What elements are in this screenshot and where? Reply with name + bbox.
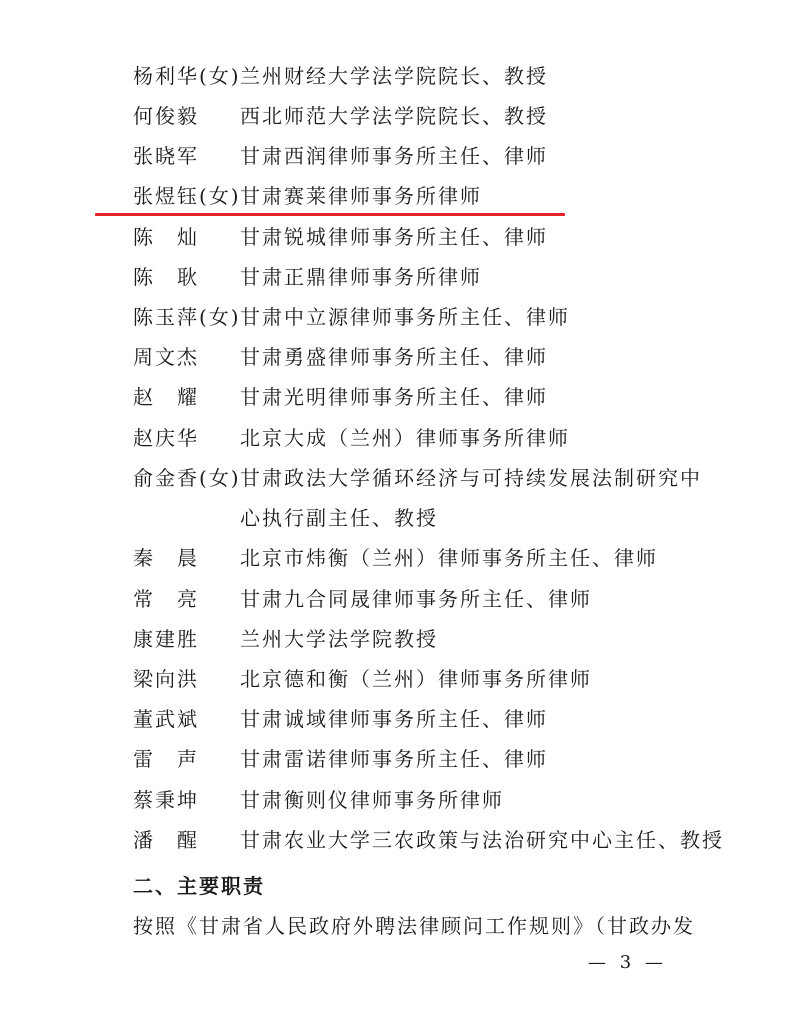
member-name: 陈 灿 xyxy=(133,225,199,249)
member-name: 蔡秉坤 xyxy=(133,788,199,812)
member-name: 赵庆华 xyxy=(133,426,199,450)
member-title: 北京市炜衡（兰州）律师事务所主任、律师 xyxy=(240,546,658,570)
member-name: 梁向洪 xyxy=(133,667,199,691)
member-name: 雷 声 xyxy=(133,747,199,771)
member-title: 甘肃西润律师事务所主任、律师 xyxy=(240,144,548,168)
member-title: 甘肃正鼎律师事务所律师 xyxy=(240,265,482,289)
member-name: 董武斌 xyxy=(133,707,199,731)
page-number: — 3 — xyxy=(588,952,667,973)
member-title: 甘肃锐城律师事务所主任、律师 xyxy=(240,225,548,249)
body-paragraph: 按照《甘肃省人民政府外聘法律顾问工作规则》（甘政办发 xyxy=(133,914,695,938)
section-heading: 二、主要职责 xyxy=(133,874,265,898)
member-name: 陈玉萍(女) xyxy=(133,305,241,329)
member-name: 潘 醒 xyxy=(133,828,199,852)
member-title: 甘肃政法大学循环经济与可持续发展法制研究中 xyxy=(240,466,702,490)
member-name: 杨利华(女) xyxy=(133,64,241,88)
member-title-continuation: 心执行副主任、教授 xyxy=(240,506,438,530)
member-title: 甘肃衡则仪律师事务所律师 xyxy=(240,788,504,812)
member-name: 常 亮 xyxy=(133,587,199,611)
member-title: 甘肃光明律师事务所主任、律师 xyxy=(240,385,548,409)
member-name: 周文杰 xyxy=(133,345,199,369)
red-highlight-underline xyxy=(95,213,565,216)
member-title: 甘肃九合同晟律师事务所主任、律师 xyxy=(240,587,592,611)
member-name: 赵 耀 xyxy=(133,385,199,409)
member-name: 秦 晨 xyxy=(133,546,199,570)
member-title: 西北师范大学法学院院长、教授 xyxy=(240,104,548,128)
member-title: 甘肃诚域律师事务所主任、律师 xyxy=(240,707,548,731)
member-name: 俞金香(女) xyxy=(133,466,241,490)
member-name: 陈 耿 xyxy=(133,265,199,289)
member-title: 甘肃中立源律师事务所主任、律师 xyxy=(240,305,570,329)
member-name: 张煜钰(女) xyxy=(133,184,241,208)
member-title: 甘肃赛莱律师事务所律师 xyxy=(240,184,482,208)
member-title: 兰州财经大学法学院院长、教授 xyxy=(240,64,548,88)
member-name: 康建胜 xyxy=(133,627,199,651)
member-title: 北京德和衡（兰州）律师事务所律师 xyxy=(240,667,592,691)
member-title: 甘肃勇盛律师事务所主任、律师 xyxy=(240,345,548,369)
member-name: 张晓军 xyxy=(133,144,199,168)
member-name: 何俊毅 xyxy=(133,104,199,128)
member-title: 甘肃农业大学三农政策与法治研究中心主任、教授 xyxy=(240,828,724,852)
member-title: 甘肃雷诺律师事务所主任、律师 xyxy=(240,747,548,771)
member-title: 兰州大学法学院教授 xyxy=(240,627,438,651)
member-title: 北京大成（兰州）律师事务所律师 xyxy=(240,426,570,450)
